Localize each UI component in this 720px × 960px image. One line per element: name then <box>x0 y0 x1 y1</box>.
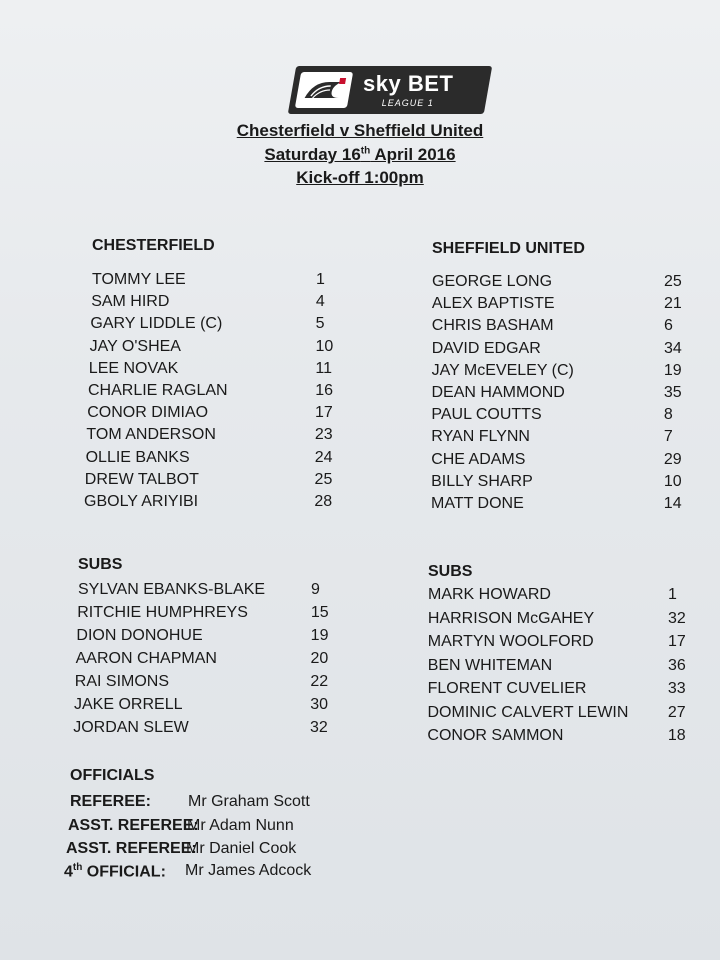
player-number: 34 <box>663 339 682 357</box>
officials-title: OFFICIALS <box>70 767 155 784</box>
player-number: 32 <box>310 719 328 736</box>
player-name: CHE ADAMS <box>431 450 526 468</box>
player-name: CHRIS BASHAM <box>431 317 554 335</box>
away-subs-title: SUBS <box>428 563 473 580</box>
player-number: 1 <box>668 586 677 603</box>
player-number: 25 <box>664 273 682 290</box>
player-number: 1 <box>316 271 325 288</box>
player-name: BILLY SHARP <box>431 472 533 490</box>
player-name: JORDAN SLEW <box>73 719 189 736</box>
player-name: RITCHIE HUMPHREYS <box>77 604 248 621</box>
player-number: 27 <box>667 703 686 721</box>
player-name: MATT DONE <box>431 495 524 512</box>
player-number: 20 <box>310 650 329 667</box>
player-name: PAUL COUTTS <box>431 406 542 424</box>
player-name: OLLIE BANKS <box>85 448 190 466</box>
player-number: 29 <box>663 450 682 468</box>
player-number: 22 <box>310 673 329 690</box>
player-number: 6 <box>663 317 673 335</box>
home-subs-title: SUBS <box>78 556 123 573</box>
logo-text: sky BET <box>363 71 454 96</box>
player-name: MARK HOWARD <box>428 586 551 603</box>
player-name: CONOR DIMIAO <box>87 404 209 422</box>
player-name: LEE NOVAK <box>88 359 179 377</box>
player-number: 24 <box>314 448 333 466</box>
player-number: 10 <box>315 337 334 355</box>
player-name: BEN WHITEMAN <box>427 656 553 674</box>
player-name: ALEX BAPTISTE <box>431 295 555 313</box>
player-number: 21 <box>663 295 682 313</box>
official-name: Mr Graham Scott <box>188 793 310 810</box>
official-name: Mr James Adcock <box>185 862 312 879</box>
league-badge-icon <box>295 72 353 108</box>
official-name: Mr Adam Nunn <box>187 817 294 834</box>
player-name: DAVID EDGAR <box>431 339 541 357</box>
player-number: 4 <box>315 293 325 311</box>
official-role: ASST. REFEREE: <box>66 840 197 857</box>
player-name: RAI SIMONS <box>74 673 170 690</box>
player-name: FLORENT CUVELIER <box>427 680 587 697</box>
player-number: 33 <box>667 680 686 697</box>
player-name: GARY LIDDLE (C) <box>90 315 223 333</box>
player-number: 14 <box>663 495 682 512</box>
player-name: JAY McEVELEY (C) <box>431 361 574 379</box>
player-number: 10 <box>663 472 682 490</box>
player-number: 36 <box>667 656 686 674</box>
player-number: 23 <box>314 426 333 444</box>
player-number: 11 <box>315 359 332 377</box>
player-number: 5 <box>315 315 325 333</box>
player-number: 9 <box>311 581 320 598</box>
player-name: GBOLY ARIYIBI <box>84 493 199 510</box>
official-name: Mr Daniel Cook <box>186 840 297 857</box>
player-name: DREW TALBOT <box>84 470 199 488</box>
official-role: ASST. REFEREE: <box>68 817 199 834</box>
player-name: GEORGE LONG <box>432 273 553 290</box>
player-name: JAY O'SHEA <box>89 337 181 355</box>
player-name: DION DONOHUE <box>76 627 203 644</box>
match-title: Chesterfield v Sheffield United <box>236 121 484 140</box>
official-role: REFEREE: <box>70 793 151 810</box>
away-team-title: SHEFFIELD UNITED <box>432 240 585 257</box>
player-name: DEAN HAMMOND <box>431 384 565 401</box>
player-number: 17 <box>667 633 686 650</box>
player-number: 15 <box>310 604 329 621</box>
kickoff-time: Kick-off 1:00pm <box>296 168 424 187</box>
official-role: 4th OFFICIAL: <box>64 862 166 881</box>
player-number: 28 <box>314 493 333 510</box>
player-name: JAKE ORRELL <box>74 696 183 713</box>
player-number: 30 <box>310 696 328 713</box>
player-number: 16 <box>315 382 333 399</box>
player-number: 7 <box>663 428 673 446</box>
player-number: 35 <box>663 384 682 401</box>
logo-subtext: LEAGUE 1 <box>381 98 434 108</box>
player-name: TOM ANDERSON <box>86 426 216 444</box>
player-number: 8 <box>663 406 673 424</box>
player-name: CONOR SAMMON <box>427 727 564 744</box>
player-name: RYAN FLYNN <box>431 428 530 446</box>
player-number: 18 <box>667 727 686 744</box>
player-number: 19 <box>663 361 682 379</box>
player-name: TOMMY LEE <box>92 271 186 288</box>
player-number: 25 <box>314 470 333 488</box>
match-date: Saturday 16th April 2016 <box>264 145 456 164</box>
player-name: MARTYN WOOLFORD <box>427 633 594 650</box>
sky-bet-league-1-logo <box>288 66 492 114</box>
player-name: DOMINIC CALVERT LEWIN <box>427 703 629 721</box>
player-name: CHARLIE RAGLAN <box>88 382 228 399</box>
player-name: HARRISON McGAHEY <box>427 609 595 627</box>
player-name: SYLVAN EBANKS-BLAKE <box>78 581 266 598</box>
player-number: 17 <box>315 404 333 422</box>
player-number: 32 <box>667 609 686 627</box>
player-name: AARON CHAPMAN <box>75 650 217 667</box>
player-name: SAM HIRD <box>91 293 170 311</box>
player-number: 19 <box>310 627 329 644</box>
home-team-title: CHESTERFIELD <box>92 237 215 254</box>
